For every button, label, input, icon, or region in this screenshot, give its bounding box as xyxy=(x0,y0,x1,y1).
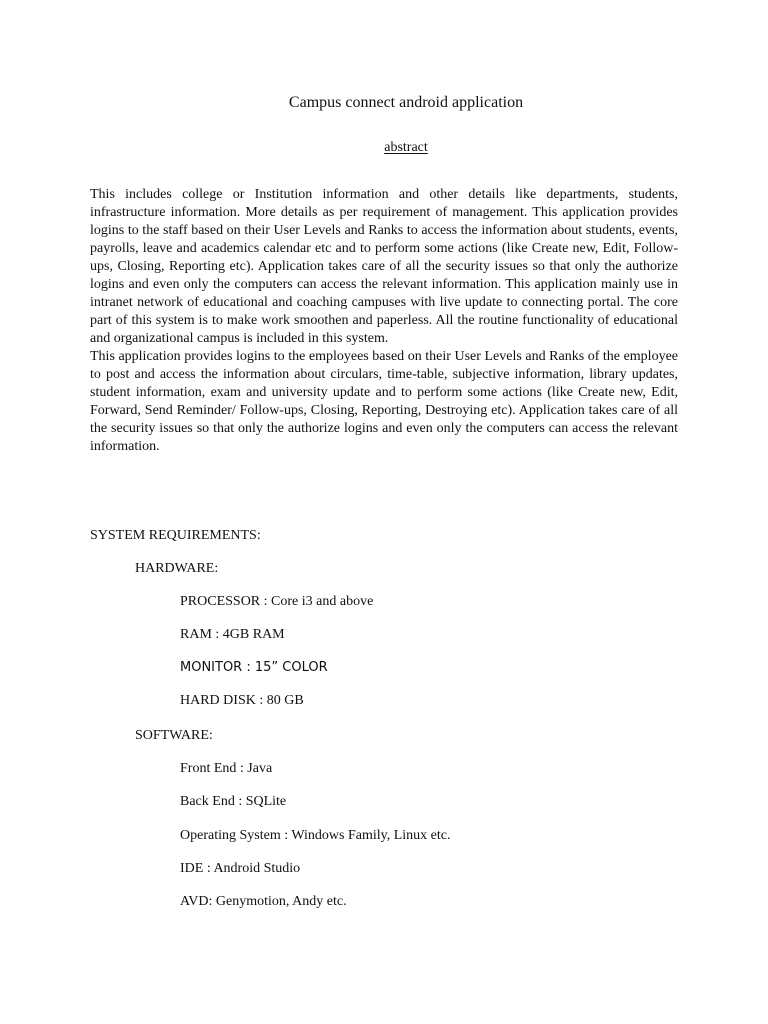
software-item-avd: AVD: Genymotion, Andy etc. xyxy=(180,894,347,909)
software-heading: SOFTWARE: xyxy=(135,728,213,743)
system-requirements-heading: SYSTEM REQUIREMENTS: xyxy=(90,528,261,543)
document-subtitle xyxy=(0,139,768,157)
document-title: Campus connect android application xyxy=(288,94,524,111)
abstract-paragraph-2: This application provides logins to the employees based on their User Levels and Ranks of the employee to post and access the information about circulars, time-table, subjective information, library updates, student information, exam and university update and to perform some actions (like Create new, Edit, Forward, Send Reminder/ Follow-ups, Closing, Reporting, Destroying etc). Application takes care of all the security issues so that only the authorize logins and even only the computers can access the relevant information. xyxy=(90,349,678,454)
hardware-item-monitor: MONITOR : 15” COLOR xyxy=(180,660,328,675)
software-item-front-end: Front End : Java xyxy=(180,761,273,776)
software-item-operating-system: Operating System : Windows Family, Linux etc. xyxy=(180,828,451,843)
abstract-label: abstract xyxy=(384,140,428,155)
software-item-back-end: Back End : SQLite xyxy=(180,794,287,809)
abstract-paragraph-1: This includes college or Institution information and other details like departments, students, infrastructure information. More details as per requirement of management. This application provides logins to the staff based on their User Levels and Ranks to access the information about students, events, payrolls, leave and academics calendar etc and to perform some actions (like Create new, Edit, Follow-ups, Closing, Reporting etc). Application takes care of all the security issues so that only the authorize logins and even only the computers can access the relevant information. This application mainly use in intranet network of educational and coaching campuses with live update to connecting portal. The core part of this system is to make work smoothen and paperless. All the routine functionality of educational and organizational campus is included in this system. xyxy=(90,187,678,346)
hardware-heading: HARDWARE: xyxy=(135,561,219,576)
hardware-item-hard-disk: HARD DISK : 80 GB xyxy=(180,693,304,708)
hardware-item-processor: PROCESSOR : Core i3 and above xyxy=(180,594,374,609)
abstract-body xyxy=(90,186,678,456)
software-item-ide: IDE : Android Studio xyxy=(180,861,301,876)
hardware-item-ram: RAM : 4GB RAM xyxy=(180,627,285,642)
